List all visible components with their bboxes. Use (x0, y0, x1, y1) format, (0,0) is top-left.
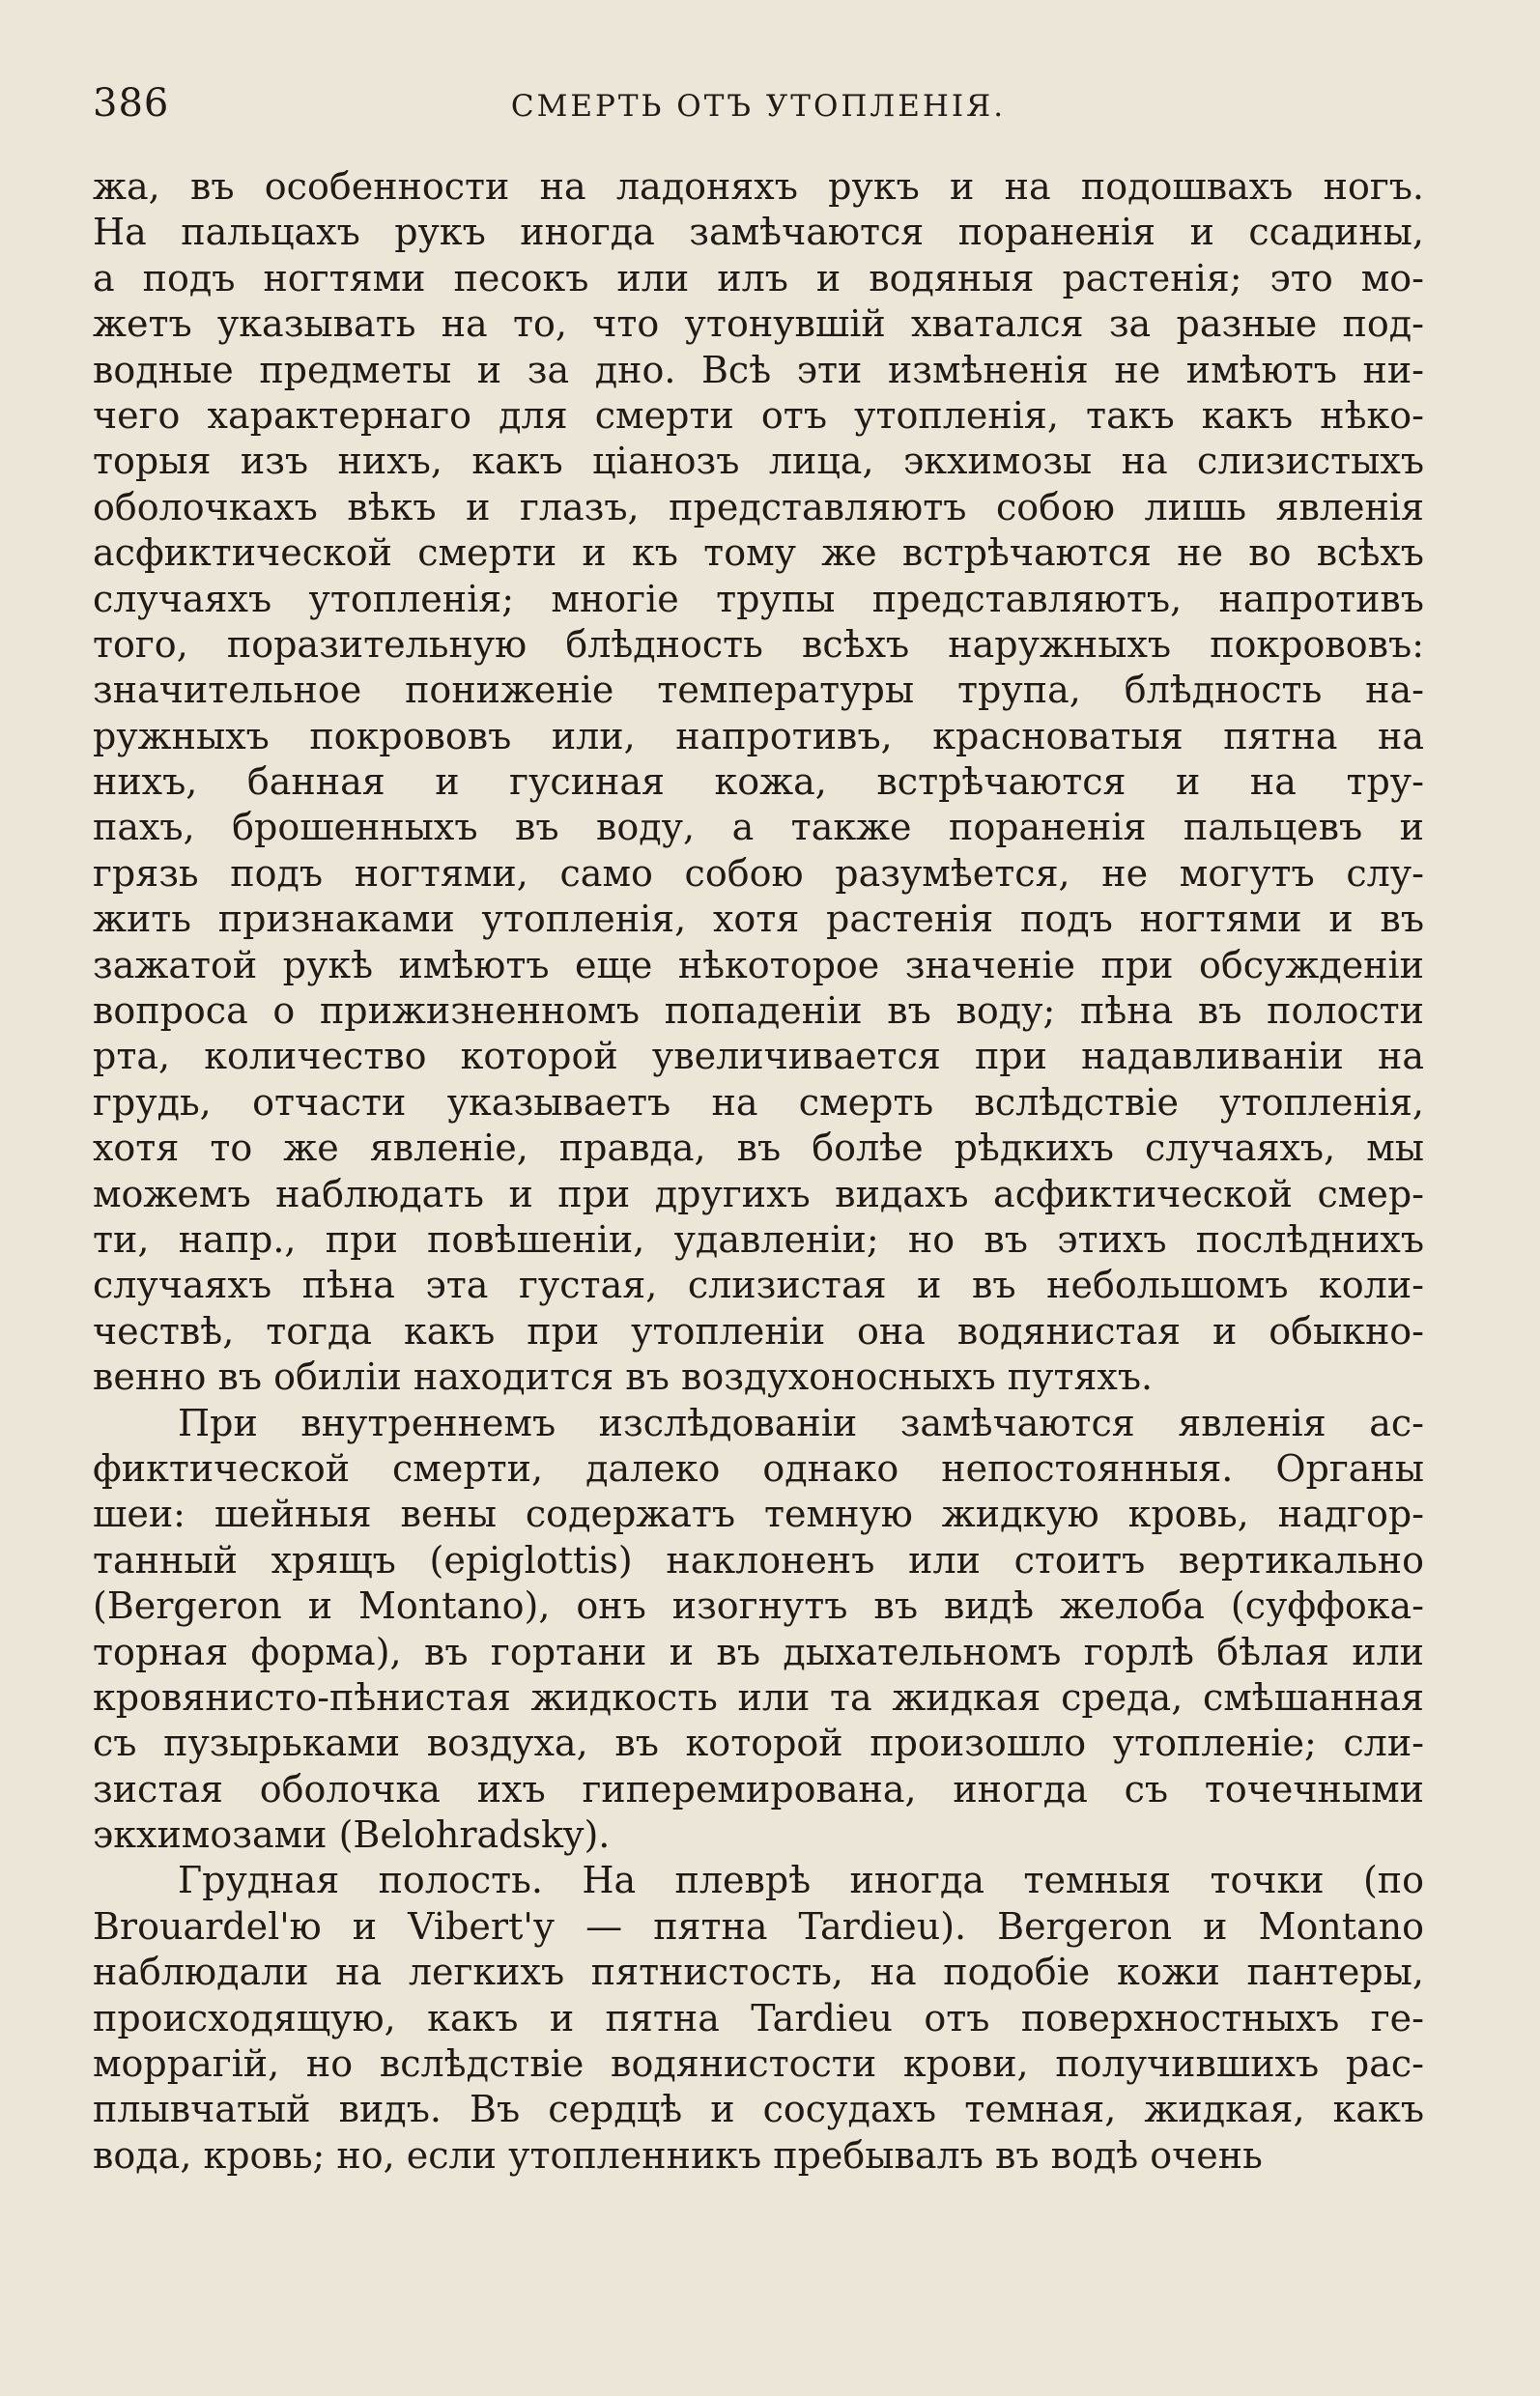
text-line: торная форма), въ гортани и въ дыхательномъ горлѣ бѣлая или (93, 1630, 1424, 1673)
text-line: вопроса о прижизненномъ попаденіи въ воду; пѣна въ полости (93, 989, 1424, 1033)
text-line: хотя то же явленіе, правда, въ болѣе рѣдкихъ случаяхъ, мы (93, 1127, 1424, 1170)
text-line: асфиктической смерти и къ тому же встрѣчаются не во всѣхъ (93, 531, 1424, 575)
text-line: торыя изъ нихъ, какъ ціанозъ лица, экхимозы на слизистыхъ (93, 440, 1424, 483)
text-line: На пальцахъ рукъ иногда замѣчаются пораненія и ссадины, (93, 211, 1424, 254)
text-line: значительное пониженіе температуры трупа, блѣдность на- (93, 669, 1424, 712)
text-line: плывчатый видъ. Въ сердцѣ и сосудахъ темная, жидкая, какъ (93, 2088, 1424, 2131)
text-line: венно въ обиліи находится въ воздухоносныхъ путяхъ. (93, 1355, 1154, 1399)
text-line: шеи: шейныя вены содержатъ темную жидкую кровь, надгор- (93, 1493, 1424, 1536)
text-line: водные предметы и за дно. Всѣ эти измѣненія не имѣютъ ни- (93, 348, 1424, 391)
running-title: СМЕРТЬ ОТЪ УТОПЛЕНІЯ. (510, 89, 1007, 124)
text-line: танный хрящъ (epiglottis) наклоненъ или стоитъ вертикально (93, 1538, 1424, 1582)
text-line: чего характернаго для смерти отъ утопленія, такъ какъ нѣко- (93, 393, 1424, 437)
text-line: пахъ, брошенныхъ въ воду, а также пораненія пальцевъ и (93, 806, 1424, 849)
text-line: происходящую, какъ и пятна Tardieu отъ поверхностныхъ ге- (93, 1996, 1424, 2039)
text-line: (Bergeron и Montano), онъ изогнутъ въ видѣ желоба (суффока- (93, 1584, 1424, 1628)
text-line: При внутреннемъ изслѣдованіи замѣчаются явленія ас- (178, 1401, 1424, 1444)
text-line: фиктической смерти, далеко однако непостоянныя. Органы (93, 1446, 1424, 1490)
text-line: нихъ, банная и гусиная кожа, встрѣчаются и на тру- (93, 760, 1424, 804)
text-line: Грудная полость. На плеврѣ иногда темныя точки (по (178, 1859, 1424, 1902)
page-number: 386 (93, 81, 170, 126)
text-line: оболочкахъ вѣкъ и глазъ, представляютъ собою лишь явленія (93, 485, 1424, 528)
text-line: случаяхъ пѣна эта густая, слизистая и въ небольшомъ коли- (93, 1264, 1424, 1307)
text-line: зистая оболочка ихъ гиперемирована, иногда съ точечными (93, 1767, 1424, 1811)
body-text (93, 164, 1424, 2179)
text-line: наблюдали на легкихъ пятнистость, на подобіе кожи пантеры, (93, 1951, 1424, 1994)
page-header (93, 81, 1424, 139)
text-line: того, поразительную блѣдность всѣхъ наружныхъ покрововъ: (93, 622, 1424, 666)
text-line: можемъ наблюдать и при другихъ видахъ асфиктической смер- (93, 1172, 1424, 1215)
text-line: жить признаками утопленія, хотя растенія подъ ногтями и въ (93, 898, 1424, 941)
text-line: случаяхъ утопленія; многіе трупы представляютъ, напротивъ (93, 577, 1424, 620)
text-line: съ пузырьками воздуха, въ которой произошло утопленіе; сли- (93, 1722, 1424, 1765)
text-line: жа, въ особенности на ладоняхъ рукъ и на подошвахъ ногъ. (93, 165, 1424, 208)
text-line: грязь подъ ногтями, само собою разумѣется, не могутъ слу- (93, 851, 1424, 895)
text-line: ружныхъ покрововъ или, напротивъ, красноватыя пятна на (93, 714, 1424, 757)
text-line: чествѣ, тогда какъ при утопленіи она водянистая и обыкно- (93, 1309, 1424, 1353)
text-line: зажатой рукѣ имѣютъ еще нѣкоторое значеніе при обсужденіи (93, 943, 1424, 986)
text-line: жетъ указывать на то, что утонувшій хватался за разные под- (93, 302, 1424, 346)
text-line: кровянисто-пѣнистая жидкость или та жидкая среда, смѣшанная (93, 1675, 1424, 1719)
text-line: грудь, отчасти указываетъ на смерть вслѣдствіе утопленія, (93, 1080, 1424, 1124)
text-line: моррагій, но вслѣдствіе водянистости крови, получившихъ рас- (93, 2042, 1424, 2086)
text-line: вода, кровь; но, если утопленникъ пребывалъ въ водѣ очень (93, 2133, 1263, 2177)
text-line: рта, количество которой увеличивается при надавливаніи на (93, 1035, 1424, 1078)
text-line: ти, напр., при повѣшеніи, удавленіи; но въ этихъ послѣднихъ (93, 1217, 1424, 1261)
text-line: а подъ ногтями песокъ или илъ и водяныя растенія; это мо- (93, 256, 1424, 300)
text-line: Brouardel'ю и Vibert'у — пятна Tardieu). Bergeron и Montano (93, 1904, 1424, 1948)
text-line: экхимозами (Belohradsky). (93, 1813, 611, 1857)
